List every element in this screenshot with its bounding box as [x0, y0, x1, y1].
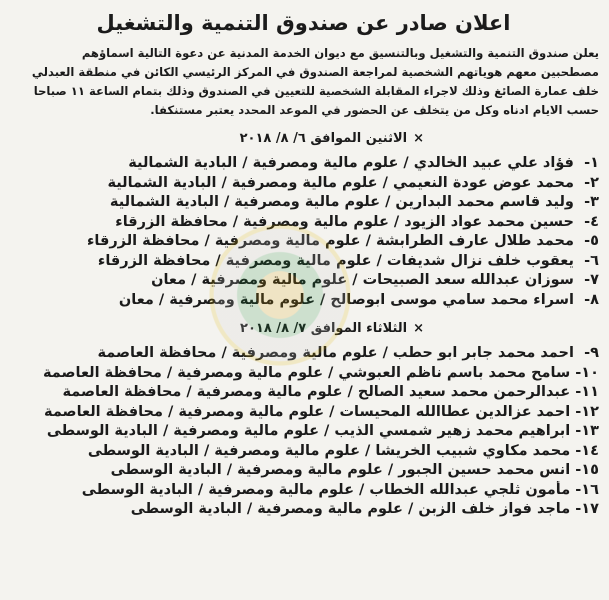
row-number: ١٧- [575, 501, 599, 517]
row-number: ١٤- [575, 442, 599, 459]
intro-line: حسب الايام ادناه وكل من يتخلف عن الحضور في الموعد المحدد يعتبر مستنكفا. [150, 103, 599, 117]
row-text: ابراهيم محمد زهير شمسي الذيب / علوم مالية ومصرفية / البادية الوسطى [46, 423, 571, 439]
list-item [8, 193, 599, 213]
list-item [8, 481, 599, 501]
list-item [8, 442, 599, 462]
row-text: محمد مكاوي شبيب الخريشا / علوم مالية ومصرفية / البادية الوسطى [87, 442, 571, 459]
row-number: ١٦- [575, 481, 599, 498]
row-number: ٤- [584, 213, 599, 230]
list-item [8, 461, 599, 481]
row-number: ٣- [584, 194, 599, 210]
list-item [8, 291, 599, 311]
row-text: احمد عزالدين عطاالله المحيسات / علوم مالية ومصرفية / محافظة العاصمة [44, 403, 571, 420]
row-number: ١- [584, 155, 599, 171]
list-item [8, 213, 599, 233]
row-text: حسين محمد عواد الزيود / علوم مالية ومصرفية / محافظة الزرقاء [115, 213, 574, 230]
list-item [8, 364, 599, 384]
bullet-icon: × [413, 321, 424, 336]
page-title: اعلان صادر عن صندوق التنمية والتشغيل [96, 11, 511, 35]
row-number: ١٥- [575, 462, 599, 478]
row-text: يعقوب خلف نزال شديفات / علوم مالية ومصرفية / محافظة الزرقاء [97, 252, 574, 269]
list-item [8, 422, 599, 442]
list-item [8, 232, 599, 252]
section-heading-tuesday [8, 318, 599, 340]
bullet-icon: × [413, 131, 424, 146]
row-text: مأمون ثلجي عبدالله الخطاب / علوم مالية ومصرفية / البادية الوسطى [81, 481, 571, 498]
row-text: احمد محمد جابر ابو حطب / علوم مالية ومصرفية / محافظة العاصمة [97, 345, 574, 361]
list-item [8, 174, 599, 194]
row-text: عبدالرحمن محمد سعيد الصالح / علوم مالية ومصرفية / محافظة العاصمة [62, 384, 571, 400]
intro-line: يعلن صندوق التنمية والتشغيل وبالتنسيق مع ديوان الخدمة المدنية عن دعوة التالية اسماؤهم [81, 46, 599, 60]
row-number: ٢- [584, 174, 599, 191]
list-item [8, 500, 599, 520]
list-item [8, 403, 599, 423]
list-item [8, 252, 599, 272]
row-text: وليد قاسم محمد البدارين / علوم مالية ومصرفية / البادية الشمالية [109, 194, 574, 210]
section-heading-text: الاثنين الموافق ٦/ ٨/ ٢٠١٨ [239, 131, 408, 146]
section-heading-monday [8, 128, 599, 150]
list-item [8, 383, 599, 403]
row-number: ١٠- [575, 364, 599, 381]
candidate-list-monday [8, 154, 599, 310]
row-text: محمد عوض عودة النعيمي / علوم مالية ومصرفية / البادية الشمالية [107, 174, 574, 191]
row-number: ٨- [584, 291, 599, 308]
row-text: محمد طلال عارف الطرابشة / علوم مالية ومصرفية / محافظة الزرقاء [86, 233, 574, 249]
row-number: ١١- [575, 384, 599, 400]
row-text: انس محمد حسين الجبور / علوم مالية ومصرفية / البادية الوسطى [110, 462, 571, 478]
row-text: سوزان عبدالله سعد الصبيحات / علوم مالية ومصرفية / معان [151, 272, 574, 288]
row-text: ماجد فواز خلف الزبن / علوم مالية ومصرفية / البادية الوسطى [130, 501, 571, 517]
row-number: ٩- [584, 345, 599, 361]
row-text: سامح محمد باسم ناظم العبوشي / علوم مالية ومصرفية / محافظة العاصمة [42, 364, 571, 381]
list-item [8, 154, 599, 174]
intro-line: مصطحبين معهم هوياتهم الشخصية لمراجعة الصندوق في المركز الرئيسي الكائن في منطقة العبدلي [31, 65, 599, 79]
row-number: ٦- [584, 252, 599, 269]
row-number: ١٣- [575, 423, 599, 439]
row-text: فؤاد علي عبيد الخالدي / علوم مالية ومصرفية / البادية الشمالية [128, 155, 574, 171]
list-item [8, 271, 599, 291]
intro-paragraph [8, 44, 599, 120]
row-text: اسراء محمد سامي موسى ابوصالح / علوم مالية ومصرفية / معان [118, 291, 574, 308]
row-number: ٥- [584, 233, 599, 249]
candidate-list-tuesday [8, 344, 599, 520]
row-number: ١٢- [575, 403, 599, 420]
section-heading-text: الثلاثاء الموافق ٧/ ٨/ ٢٠١٨ [240, 321, 408, 336]
list-item [8, 344, 599, 364]
intro-line: خلف عمارة الصائغ وذلك لاجراء المقابلة الشخصية للتعيين في الصندوق وذلك بتمام الساعة ١١ صباحا [33, 84, 599, 98]
row-number: ٧- [584, 272, 599, 288]
